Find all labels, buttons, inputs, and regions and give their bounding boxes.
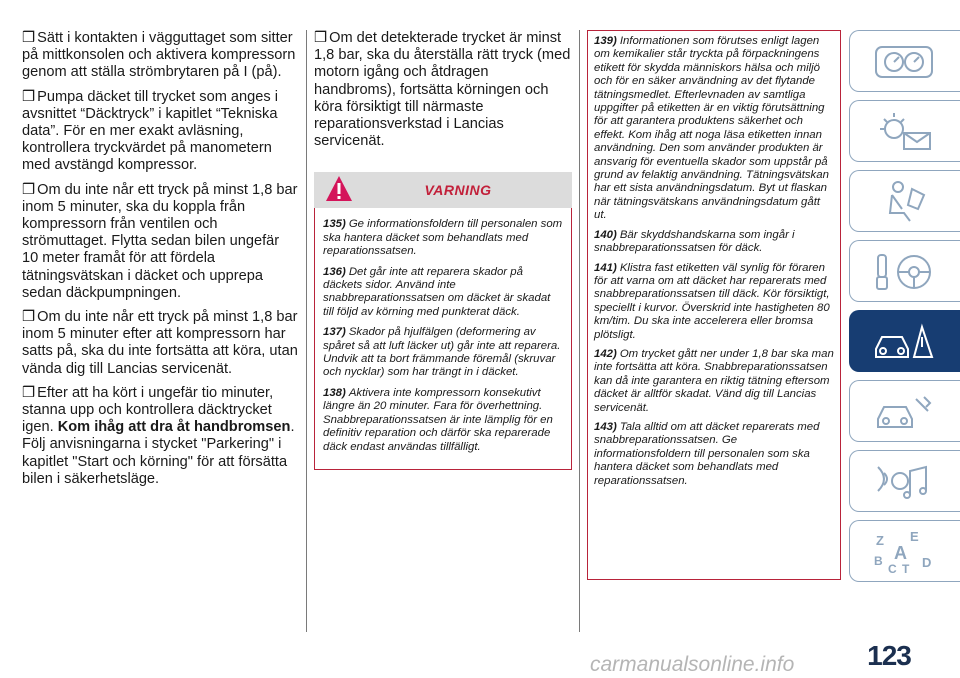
warning-body [314,208,572,470]
paragraph: ❒ Pumpa däcket till trycket som anges i avsnittet “Däcktryck” i kapitlet “Tekniska data”. För en mer exakt avläsning, kontrollera tryckvärdet på manometern med avstängd kompressor. [22,88,278,174]
note-141: 141) Klistra fast etiketten väl synlig för föraren för att varna om att däcket har reparerats med snabbreparationssatsen till däck. Kör försiktigt, speciellt i kurvor. Överskrid inte hastigheten 80 km/tim. Du ska inte accelerera eller bromsa plötsligt. [594,261,830,341]
svg-text:A: A [894,543,907,563]
lights-icon [870,109,938,155]
maintenance-icon [870,389,938,435]
svg-text:D: D [922,555,932,570]
svg-text:Z: Z [876,533,884,548]
svg-text:C: C [888,562,897,575]
tab-index[interactable] [849,520,960,582]
text-column-1 [22,30,298,495]
paragraph: ❒ Om det detekterade trycket är minst 1,8 bar, ska du återställa rätt tryck (med motorn igång och åtdragen handbroms), fortsätta körningen och köra försiktigt till närmaste reparationsverkstad i Lancias servicenät. [314,30,571,150]
checkbox-icon: ❒ [22,30,36,46]
column-divider [579,30,580,632]
checkbox-icon: ❒ [22,88,36,105]
note-137: 137) Skador på hjulfälgen (deformering av spåret så att luft läcker ut) går inte att reparera. Undvik att ta bort främmande föremål (skruvar och nycklar) som har trängt in i däcket. [323,326,561,379]
media-icon [870,459,938,505]
checkbox-icon: ❒ [22,384,36,401]
svg-text:B: B [874,554,883,568]
watermark: carmanualsonline.info [590,653,795,676]
tab-dashboard[interactable] [849,30,960,92]
warning-notes-column [587,30,841,580]
paragraph: ❒ Efter att ha kört i ungefär tio minuter, stanna upp och kontrollera däcktrycket igen. Kom ihåg att dra åt handbromsen. Följ anvisningarna i stycket "Parkering" i kapitlet "Start och körning" för att försätta bilen i säkerhetsläge. [22,384,295,487]
note-143: 143) Tala alltid om att däcket reparerats med snabbreparationssatsen. Ge informationsfoldern till personalen som ska hantera däcket som behandlats med reparationssatsen. [594,420,820,487]
emphasis: Kom ihåg att dra åt handbromsen [57,419,291,436]
index-icon [870,529,938,575]
paragraph: ❒ Om du inte når ett tryck på minst 1,8 bar inom 5 minuter, ska du koppla från kompressorn från ventilen och strömuttaget. Flytta sedan bilen ungefär 10 meter framåt för att fördela tätningsvätskan i däcket och upprepa sedan däckpumpningen. [22,181,298,301]
tab-start-driving[interactable] [849,240,960,302]
note-136: 136) Det går inte att reparera skador på däckets sidor. Använd inte snabbreparationssatsen om däcket är skadat till följd av körning med punkterat däck. [323,265,551,318]
key-steering-icon [870,249,938,295]
svg-text:T: T [902,562,910,575]
tab-safety[interactable] [849,170,960,232]
column-divider [306,30,307,632]
tab-lights[interactable] [849,100,960,162]
paragraph: ❒ Om du inte når ett tryck på minst 1,8 bar inom 5 minuter efter att kompressorn har satts på, ska du inte fortsätta att köra, utan vända dig till Lancias servicenät. [22,309,298,377]
emergency-icon [870,319,938,365]
page-number: 123 [867,640,911,671]
warning-header [314,172,572,208]
svg-text:E: E [910,529,919,544]
note-140: 140) Bär skyddshandskarna som ingår i snabbreparationssatsen för däck. [594,228,795,255]
text-column-2 [314,30,572,470]
checkbox-icon: ❒ [22,181,36,198]
checkbox-icon: ❒ [22,309,36,326]
note-138: 138) Aktivera inte kompressorn konsekutivt längre än 20 minuter. Fara för överhettning. Snabbreparationssatsen är inte lämplig för en definitiv reparation och därför ska reparerade däck endast användas tillfälligt. [323,386,553,453]
dashboard-icon [870,39,938,85]
paragraph: ❒ Sätt i kontakten i vägguttaget som sitter på mittkonsolen och aktivera kompressorn genom att ställa strömbrytaren på I (på). [22,30,296,81]
tab-multimedia[interactable] [849,450,960,512]
tab-emergency[interactable] [849,310,960,372]
note-139: 139) Informationen som förutses enligt lagen om kemikalier står tryckta på förpackningens etikett för skydda människors hälsa och miljö och för en säker användning av det flytande tätningsmedlet. Efterlevnaden av samtliga uppgifter på etiketten är en viktig förutsättning för att garantera produktens säkerhet och effekt. Kom ihåg att noga läsa etiketten innan användning. Den som använder produkten är ansvarig för eventuella skador som uppstår på grund av felaktig användning. Tätningsvätskan har ett sista användningsdatum. Byt ut flaskan när tätningsvätskans användningsdatum gått ut. [594,35,829,222]
checkbox-icon: ❒ [314,30,328,46]
warning-title: VARNING [424,182,492,199]
tab-maintenance[interactable] [849,380,960,442]
note-142: 142) Om trycket gått ner under 1,8 bar ska man inte fortsätta att köra. Snabbreparationssatsen kan då inte garantera en riktig tätning eftersom däcket är alltför skadat. Vänd dig till Lancias servicenät. [594,347,834,414]
note-135: 135) Ge informationsfoldern till personalen som ska hantera däcket som behandlats med reparationssatsen. [323,218,563,258]
seat-safety-icon [870,179,938,225]
